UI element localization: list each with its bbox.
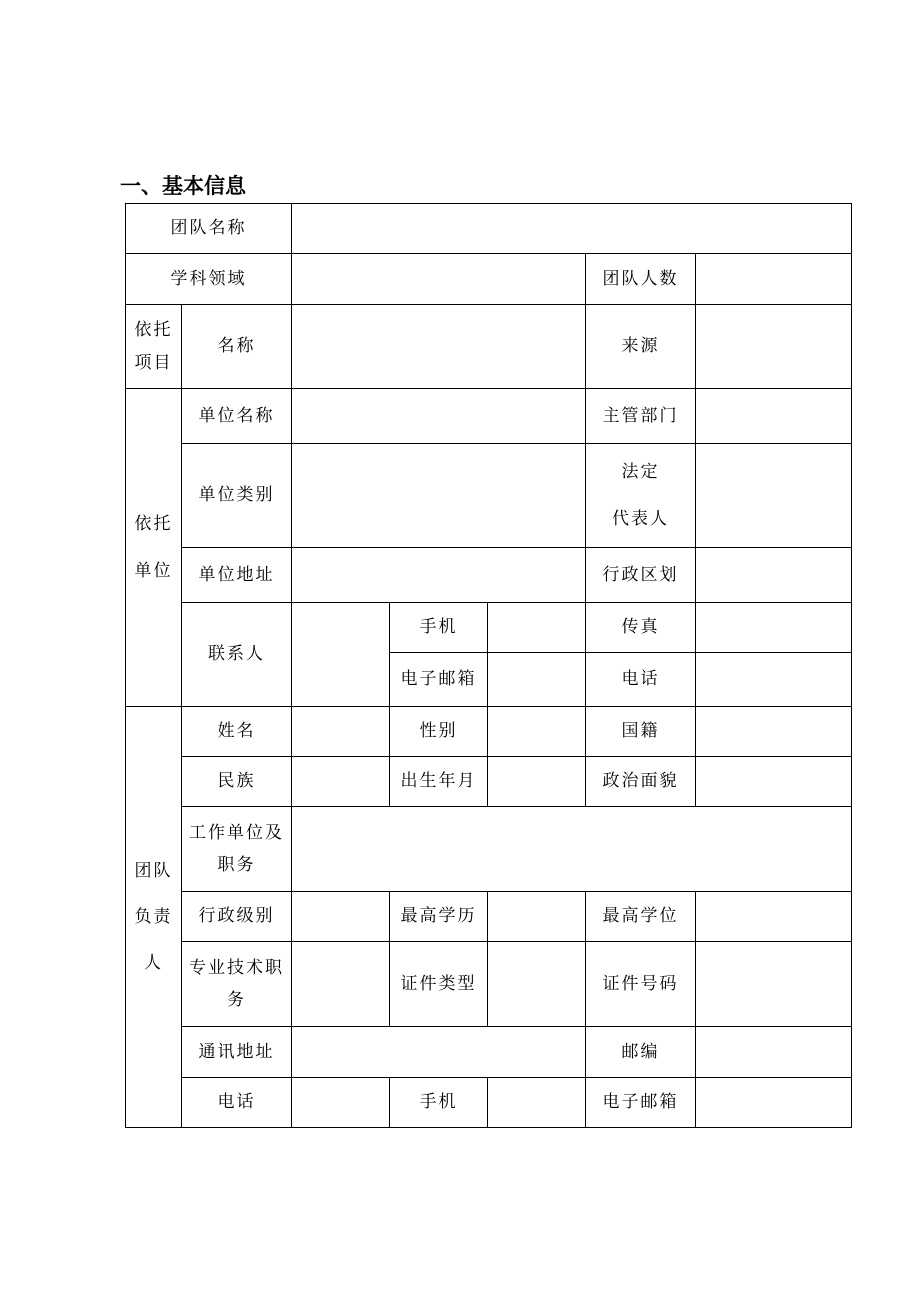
leader-postcode-field[interactable] (696, 1027, 852, 1078)
unit-address-field[interactable] (292, 548, 586, 603)
team-size-field[interactable] (696, 254, 852, 305)
team-name-field[interactable] (292, 204, 852, 254)
unit-region-field[interactable] (696, 548, 852, 603)
contact-fax-field[interactable] (696, 603, 852, 653)
leader-birth-field[interactable] (488, 757, 586, 807)
leader-education-field[interactable] (488, 892, 586, 942)
leader-id-number-field[interactable] (696, 942, 852, 1027)
leader-phone-label: 电话 (182, 1078, 292, 1128)
leader-political-label: 政治面貌 (586, 757, 696, 807)
leader-nationality-field[interactable] (696, 707, 852, 757)
project-group-label: 依托 项目 (126, 305, 182, 389)
unit-region-label: 行政区划 (586, 548, 696, 603)
leader-phone-field[interactable] (292, 1078, 390, 1128)
unit-authority-field[interactable] (696, 389, 852, 444)
leader-mobile-field[interactable] (488, 1078, 586, 1128)
leader-work-field[interactable] (292, 807, 852, 892)
leader-title-field[interactable] (292, 942, 390, 1027)
contact-field[interactable] (292, 603, 390, 707)
leader-degree-label: 最高学位 (586, 892, 696, 942)
section-heading: 一、基本信息 (120, 174, 246, 198)
project-name-field[interactable] (292, 305, 586, 389)
legal-rep-label: 法定 代表人 (586, 444, 696, 548)
team-size-label: 团队人数 (586, 254, 696, 305)
project-source-field[interactable] (696, 305, 852, 389)
leader-name-label: 姓名 (182, 707, 292, 757)
leader-address-field[interactable] (292, 1027, 586, 1078)
unit-authority-label: 主管部门 (586, 389, 696, 444)
leader-gender-label: 性别 (390, 707, 488, 757)
leader-id-type-label: 证件类型 (390, 942, 488, 1027)
leader-political-field[interactable] (696, 757, 852, 807)
project-source-label: 来源 (586, 305, 696, 389)
leader-education-label: 最高学历 (390, 892, 488, 942)
leader-title-label: 专业技术职 务 (182, 942, 292, 1027)
leader-email-label: 电子邮箱 (586, 1078, 696, 1128)
unit-name-label: 单位名称 (182, 389, 292, 444)
contact-email-field[interactable] (488, 653, 586, 707)
leader-name-field[interactable] (292, 707, 390, 757)
unit-group-label: 依托 单位 (126, 389, 182, 707)
leader-address-label: 通讯地址 (182, 1027, 292, 1078)
leader-postcode-label: 邮编 (586, 1027, 696, 1078)
unit-address-label: 单位地址 (182, 548, 292, 603)
leader-degree-field[interactable] (696, 892, 852, 942)
leader-mobile-label: 手机 (390, 1078, 488, 1128)
discipline-field[interactable] (292, 254, 586, 305)
leader-ethnicity-label: 民族 (182, 757, 292, 807)
legal-rep-field[interactable] (696, 444, 852, 548)
project-name-label: 名称 (182, 305, 292, 389)
unit-category-field[interactable] (292, 444, 586, 548)
leader-ethnicity-field[interactable] (292, 757, 390, 807)
contact-fax-label: 传真 (586, 603, 696, 653)
leader-admin-level-label: 行政级别 (182, 892, 292, 942)
team-name-label: 团队名称 (126, 204, 292, 254)
leader-work-label: 工作单位及 职务 (182, 807, 292, 892)
basic-info-table (125, 203, 852, 1128)
leader-id-type-field[interactable] (488, 942, 586, 1027)
contact-email-label: 电子邮箱 (390, 653, 488, 707)
discipline-label: 学科领域 (126, 254, 292, 305)
leader-gender-field[interactable] (488, 707, 586, 757)
leader-admin-level-field[interactable] (292, 892, 390, 942)
unit-category-label: 单位类别 (182, 444, 292, 548)
leader-nationality-label: 国籍 (586, 707, 696, 757)
contact-phone-field[interactable] (696, 653, 852, 707)
contact-phone-label: 电话 (586, 653, 696, 707)
contact-label: 联系人 (182, 603, 292, 707)
leader-group-label: 团队 负责 人 (126, 707, 182, 1128)
contact-mobile-label: 手机 (390, 603, 488, 653)
contact-mobile-field[interactable] (488, 603, 586, 653)
leader-email-field[interactable] (696, 1078, 852, 1128)
leader-id-number-label: 证件号码 (586, 942, 696, 1027)
leader-birth-label: 出生年月 (390, 757, 488, 807)
unit-name-field[interactable] (292, 389, 586, 444)
